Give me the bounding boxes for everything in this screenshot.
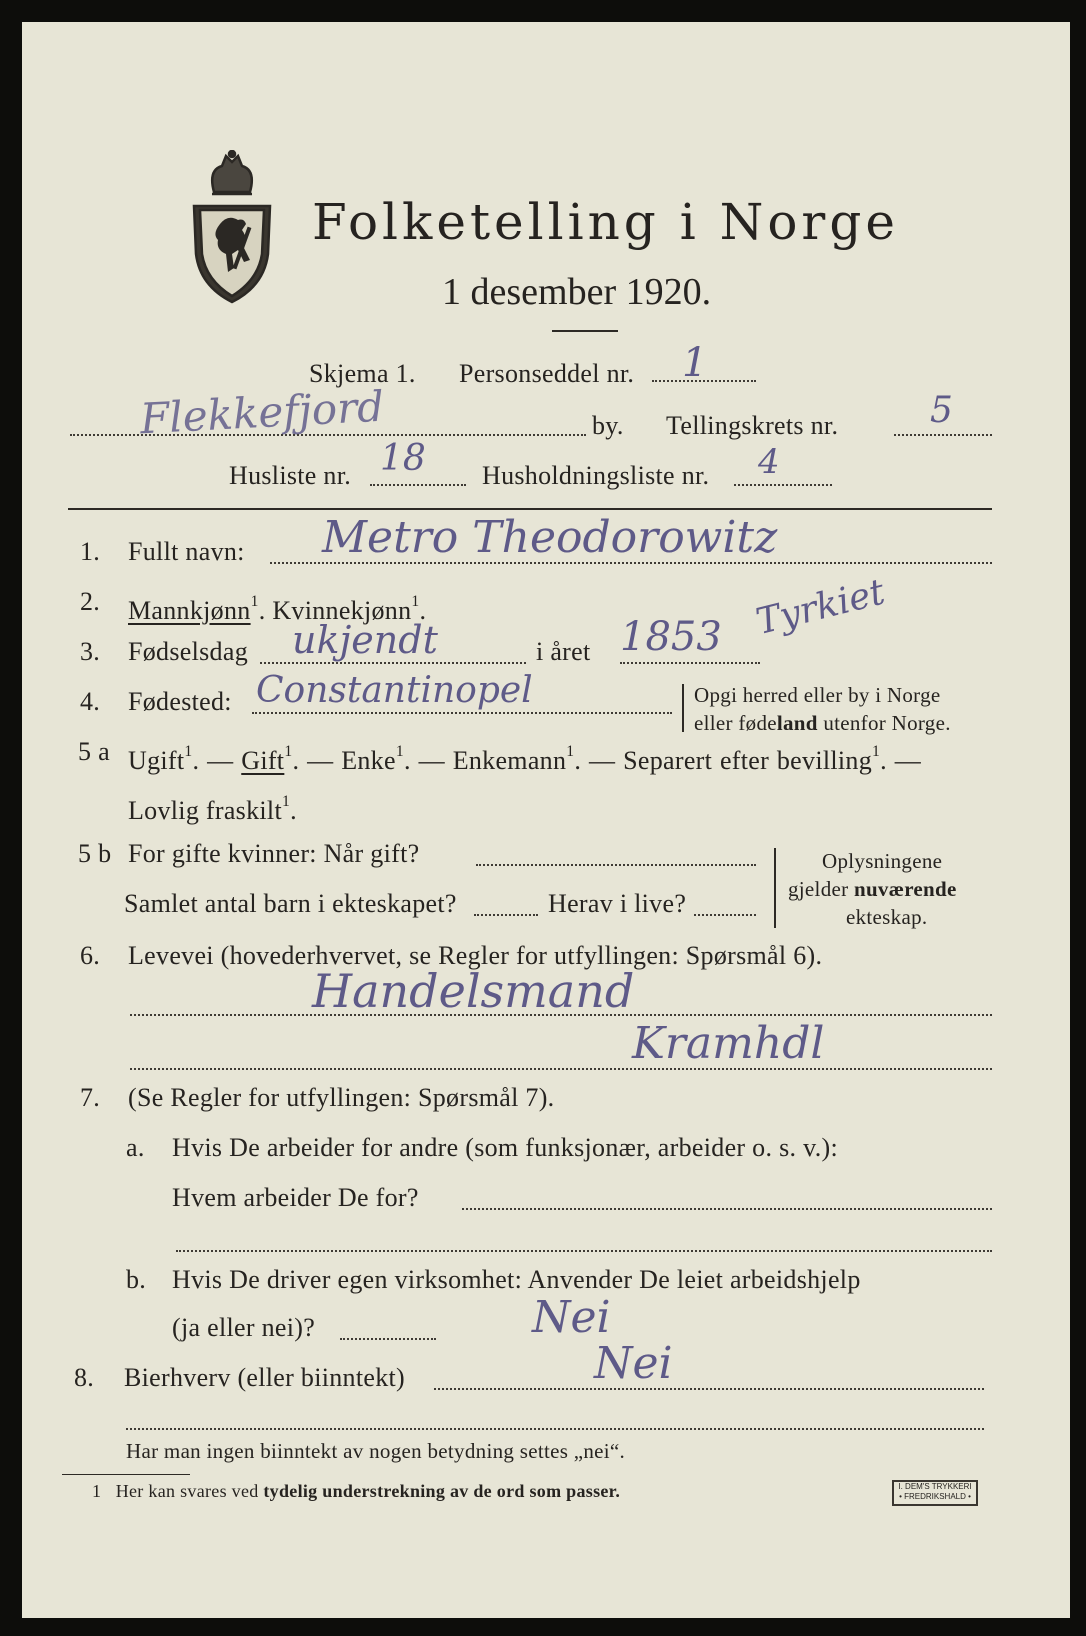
q3-line [260,662,526,664]
q8-label: Bierhverv (eller biinntekt) [124,1363,405,1392]
q1-value: Metro Theodorowitz [322,512,778,563]
footer-note: Har man ingen biinntekt av nogen betydning settes „nei“. [126,1439,626,1463]
q4-note-line1: Opgi herred eller by i Norge [694,683,941,707]
q3-extra-value: Tyrkiet [752,571,889,643]
personseddel-value: 1 [682,340,708,386]
q5a-number: 5 a [78,737,110,766]
q5a-options: Ugift$^1$. — Gift$^1$. — Enke$^1$. — Enkemann$^1$. — Separert efter bevilling$^1$. — [128,743,922,775]
q7a-label: Hvis De arbeider for andre (som funksjonær, arbeider o. s. v.): [172,1133,838,1162]
husholdning-line [734,484,832,486]
by-label: by. [592,411,624,440]
q7b-number: b. [126,1265,147,1294]
title-divider [552,330,618,332]
husliste-line [370,484,466,486]
husholdning-label: Husholdningsliste nr. [482,461,710,490]
q6-number: 6. [80,941,101,970]
q4-number: 4. [80,687,101,716]
q7a-label-2: Hvem arbeider De for? [172,1183,419,1212]
q3-year-line [620,662,760,664]
q3-label: Fødselsdag [128,637,248,666]
q5b-alive-line [694,914,756,916]
coat-of-arms-icon [184,150,280,310]
q7b-label-2: (ja eller nei)? [172,1313,316,1342]
q3-number: 3. [80,637,101,666]
q3-year-value: 1853 [620,614,722,660]
q5b-number: 5 b [78,839,112,868]
q7-label: (Se Regler for utfyllingen: Spørsmål 7). [128,1083,555,1112]
husliste-value: 18 [380,438,426,479]
q5a-enkemann-option: Enkemann [452,745,567,775]
q5a-enke-option: Enke [341,745,396,775]
husholdning-value: 4 [758,442,780,482]
q4-line [252,712,672,714]
q8-value: Nei [594,1338,673,1389]
q6-label: Levevei (hovederhvervet, se Regler for utfyllingen: Spørsmål 6). [128,941,823,970]
header-rule [68,508,992,510]
q2-kvinne-option: Kvinnekjønn [272,595,412,625]
tellingskrets-value: 5 [930,390,953,431]
printer-stamp: I. DEM'S TRYKKERI • FREDRIKSHALD • [892,1480,978,1506]
q4-note-brace [682,684,684,732]
q2-mann-option: Mannkjønn [128,595,251,625]
q4-note-line2: eller fødeland utenfor Norge. [694,711,951,735]
q5b-label-married: For gifte kvinner: Når gift? [128,839,420,868]
tellingskrets-label: Tellingskrets nr. [666,411,839,440]
form-title: Folketelling i Norge [312,193,899,251]
q6-value-2: Kramhdl [632,1018,825,1069]
q1-label: Fullt navn: [128,537,245,566]
q7a-line-2 [176,1250,992,1252]
q5a-ugift-option: Ugift [128,745,185,775]
footnote: 1 Her kan svares ved tydelig understrekning av de ord som passer. [92,1481,621,1501]
q8-line-2 [126,1428,984,1430]
q6-line-2 [130,1068,992,1070]
q5a-gift-option: Gift [241,745,285,775]
q5b-children-line [474,914,538,916]
q8-number: 8. [74,1363,95,1392]
q5b-note-line1: Oplysningene [822,849,943,873]
q1-number: 1. [80,537,101,566]
place-value: Flekkefjord [138,381,386,444]
q5b-note-line3: ekteskap. [846,905,928,929]
q5b-note-line2: gjelder nuværende [788,877,957,901]
q5b-label-children: Samlet antal barn i ekteskapet? [124,889,457,918]
q7-number: 7. [80,1083,101,1112]
census-form [22,22,1070,1618]
place-line [70,434,586,436]
tellingskrets-line [894,434,992,436]
husliste-label: Husliste nr. [229,461,352,490]
q7b-label: Hvis De driver egen virksomhet: Anvender De leiet arbeidshjelp [172,1265,861,1294]
q5b-label-alive: Herav i live? [548,889,687,918]
q5a-fraskilt-option: Lovlig fraskilt$^1$. [128,793,297,825]
skjema-label: Skjema 1. [309,359,416,388]
footnote-rule [62,1474,190,1475]
q7b-value: Nei [532,1292,611,1343]
q3-value: ukjendt [292,618,438,662]
q5b-married-line [476,864,756,866]
q7b-line [340,1338,436,1340]
q4-value: Constantinopel [256,670,533,711]
q6-value-1: Handelsmand [312,964,635,1018]
q3-aaret-label: i året [536,637,591,666]
q5b-note-brace [774,848,776,928]
q2-gender-options: Mannkjønn$^1$. Kvinnekjønn$^1$. [128,593,427,625]
personseddel-label: Personseddel nr. [459,359,635,388]
q4-label: Fødested: [128,687,232,716]
q7a-number: a. [126,1133,145,1162]
q5a-separert-option: Separert efter bevilling [623,745,873,775]
form-date: 1 desember 1920. [442,271,712,313]
q2-number: 2. [80,587,101,616]
q7a-line-1 [462,1208,992,1210]
q8-line [434,1388,984,1390]
